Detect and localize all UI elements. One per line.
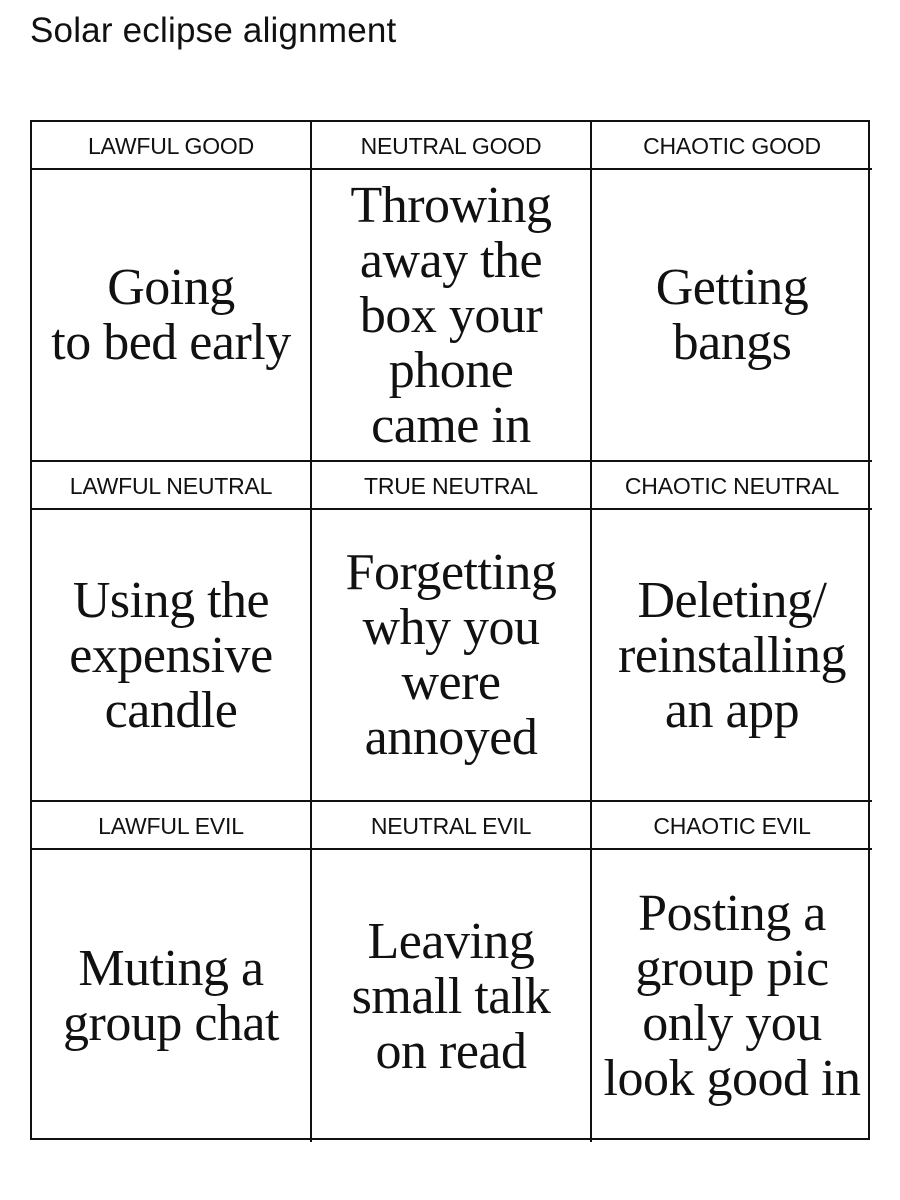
cell-chaotic-neutral: Deleting/ reinstalling an app bbox=[592, 510, 872, 802]
cell-chaotic-good: Getting bangs bbox=[592, 170, 872, 462]
header-lawful-good: LAWFUL GOOD bbox=[32, 122, 312, 170]
cell-lawful-neutral: Using the expensive candle bbox=[32, 510, 312, 802]
cell-neutral-good: Throwing away the box your phone came in bbox=[312, 170, 592, 462]
header-chaotic-evil: CHAOTIC EVIL bbox=[592, 802, 872, 850]
alignment-chart-grid bbox=[30, 120, 870, 1140]
page-title: Solar eclipse alignment bbox=[30, 11, 397, 50]
cell-lawful-evil: Muting a group chat bbox=[32, 850, 312, 1142]
cell-neutral-evil: Leaving small talk on read bbox=[312, 850, 592, 1142]
header-chaotic-neutral: CHAOTIC NEUTRAL bbox=[592, 462, 872, 510]
header-neutral-good: NEUTRAL GOOD bbox=[312, 122, 592, 170]
header-neutral-evil: NEUTRAL EVIL bbox=[312, 802, 592, 850]
cell-true-neutral: Forgetting why you were annoyed bbox=[312, 510, 592, 802]
header-chaotic-good: CHAOTIC GOOD bbox=[592, 122, 872, 170]
cell-lawful-good: Going to bed early bbox=[32, 170, 312, 462]
header-lawful-evil: LAWFUL EVIL bbox=[32, 802, 312, 850]
header-true-neutral: TRUE NEUTRAL bbox=[312, 462, 592, 510]
header-lawful-neutral: LAWFUL NEUTRAL bbox=[32, 462, 312, 510]
cell-chaotic-evil: Posting a group pic only you look good in bbox=[603, 885, 861, 1107]
